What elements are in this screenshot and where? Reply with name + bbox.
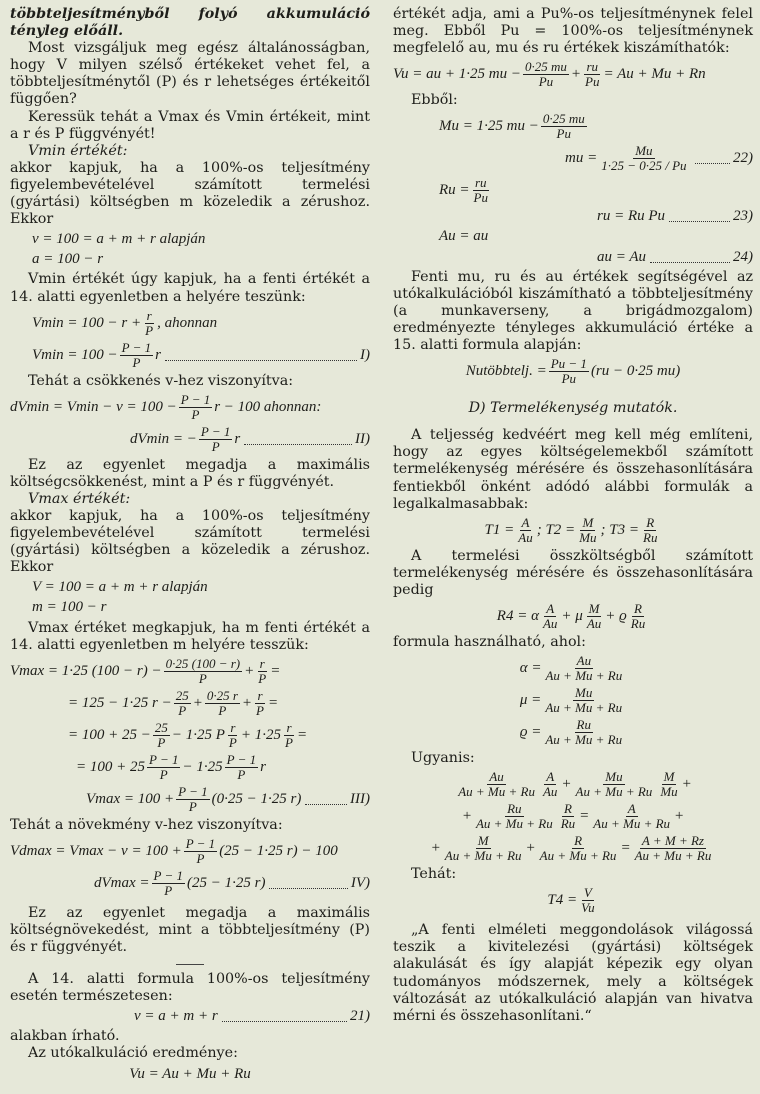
subheading-vmax: Vmax értékét:: [28, 490, 131, 507]
equation-number: IV): [350, 874, 370, 891]
equation-number: I): [360, 346, 370, 363]
equation: T1 = $\frac{A}{Au}$ ; T2 = $\frac{M}{Mu}$ ; T3 = $\frac{R}{Ru}$: [484, 514, 658, 545]
equation-numbered: v = a + m + r 21): [134, 1008, 370, 1025]
equation: v = 100 = a + m + r alapján: [32, 231, 206, 248]
fraction: $\frac{r}{P}$: [256, 687, 264, 718]
equation: m = 100 − r: [32, 599, 107, 616]
paragraph: Ez az egyenlet megadja a maximális költségnövekedést, mint a többteljesítmény (P) és r függvényét.: [10, 904, 370, 955]
equation: Vdmax = Vmax − v = 100 + $\frac{P - 1}{P}$ (25 − 1·25 r) − 100: [10, 835, 338, 866]
equation-numbered: mu = $\frac{Mu}{1\cdot 25 - 0\cdot 25 / Pu}$ 22): [565, 143, 753, 174]
fraction: $\frac{P - 1}{P}$: [185, 835, 216, 866]
equation-numbered: dVmax = $\frac{P - 1}{P}$ (25 − 1·25 r) IV): [94, 867, 370, 898]
paragraph: Tehát:: [411, 866, 457, 883]
right-column: [393, 6, 753, 1025]
fraction: $\frac{r}{P}$: [258, 655, 267, 686]
equation: α = $\frac{Au}{Au + Mu + Ru}$: [519, 653, 623, 684]
equation-numbered: Vmin = 100 − $\frac{P - 1}{P}$ r I): [32, 339, 370, 370]
equation: μ = $\frac{Mu}{Au + Mu + Ru}$: [519, 685, 623, 716]
equation-number: II): [355, 430, 370, 447]
equation-number: 21): [350, 1008, 370, 1025]
fraction: $\frac{R}{Ru}$: [643, 514, 658, 545]
fraction: $\frac{A + M + Rz}{Au + Mu + Ru}$: [634, 833, 712, 864]
equation: R4 = α $\frac{A}{Au}$ + μ $\frac{M}{Au}$ + ϱ $\frac{R}{Ru}$: [496, 600, 646, 631]
paragraph: Keressük tehát a Vmax és Vmin értékeit, mint a r és P függvényét!: [10, 108, 370, 142]
equation-numbered: au = Au 24): [597, 248, 753, 265]
equation: T4 = $\frac{V}{Vu}$: [547, 885, 595, 916]
paragraph: A teljesség kedvéért meg kell még említeni, hogy az egyes költségelemekből számított termelékenység mérésére és összehasonlítására fentiekből önként adódó alábbi formulák a legalkalmasabbak:: [393, 427, 753, 512]
fraction: $\frac{A}{Au}$: [542, 600, 558, 631]
equation: Mu = 1·25 mu − $\frac{0\cdot 25 mu}{Pu}$: [439, 111, 585, 142]
equation-numbered: ru = Ru Pu 23): [597, 208, 753, 225]
fraction: $\frac{R}{Ru}$: [560, 801, 576, 832]
paragraph: A 14. alatti formula 100%-os teljesítmény esetén természetesen:: [10, 971, 370, 1005]
fraction: $\frac{Pu - 1}{Pu}$: [550, 356, 587, 387]
paragraph: A termelési összköltségből számított termelékenység mérésére és összehasonlítására pedig: [393, 547, 753, 598]
equation: Vmin = 100 − r + $\frac{r}{P}$ , ahonnan: [32, 307, 218, 338]
equation: = 100 + 25 $\frac{P - 1}{P}$ − 1·25 $\frac{P - 1}{P}$ r: [76, 751, 266, 782]
fraction: $\frac{A}{Au}$: [518, 514, 533, 545]
fraction: $\frac{P - 1}{P}$: [121, 339, 152, 370]
fraction: $\frac{25}{P}$: [175, 687, 189, 718]
fraction: $\frac{ru}{Pu}$: [473, 175, 488, 206]
paragraph: Fenti mu, ru és au értékek segítségével az utókalkulációból kiszámítható a többteljesítmény (a munkaverseny, a brigádmozgalom) eredményezte tényleges akkumuláció értéke a 15. alatti formula alapján:: [393, 268, 753, 354]
fraction: $\frac{P - 1}{P}$: [226, 751, 257, 782]
fraction: $\frac{V}{Vu}$: [581, 885, 595, 916]
fraction: $\frac{ru}{Pu}$: [585, 59, 600, 90]
fraction: $\frac{M}{Au}$: [586, 600, 602, 631]
divider: [176, 964, 204, 965]
equation: ϱ = $\frac{Ru}{Au + Mu + Ru}$: [519, 717, 623, 748]
closing-quote: „A fenti elméleti meggondolások világossá teszik a kivitelezési (gyártási) költségek alakulását és így alapját képezik egy olyan tudományos módszernek, mely a költségek változását az utókalkuláció alapján van hivatva mérni és összehasonlítani.“: [393, 922, 753, 1024]
paragraph: Most vizsgáljuk meg egész általánosságban, hogy V milyen szélső értékeket vehet fel, a többteljesítménytől (P) és r lehetséges értékeitől függően?: [10, 40, 370, 108]
equation-number: III): [350, 790, 370, 807]
paragraph: értékét adja, ami a Pu%-os teljesítménynek felel meg. Ebből Pu = 100%-os teljesítménynek megfelelő au, mu és ru értékek kiszámíthatók:: [393, 6, 753, 57]
fraction: $\frac{P - 1}{P}$: [149, 751, 179, 782]
fraction: $\frac{0\cdot 25 r}{P}$: [206, 687, 238, 718]
equation: Ru = $\frac{ru}{Pu}$: [439, 175, 488, 206]
fraction: $\frac{r}{P}$: [285, 719, 293, 750]
fraction: $\frac{Ru}{Au + Mu + Ru}$: [545, 717, 623, 748]
fraction: $\frac{A}{Au}$: [542, 769, 558, 800]
paragraph: Az utókalkuláció eredménye:: [28, 1045, 238, 1062]
left-column: [10, 6, 370, 1086]
equation: Vu = au + 1·25 mu − $\frac{0\cdot 25 mu}{Pu}$ + $\frac{ru}{Pu}$ = Au + Mu + Rn: [393, 59, 706, 90]
paragraph: Vmin értékét úgy kapjuk, ha a fenti értékét a 14. alatti egyenletben a helyére teszünk:: [10, 271, 370, 305]
fraction: $\frac{Au}{Au + Mu + Ru}$: [458, 769, 535, 800]
equation: Au = au: [439, 228, 489, 245]
subheading-vmin: Vmin értékét:: [28, 142, 128, 159]
fraction: $\frac{r}{P}$: [228, 719, 237, 750]
fraction: $\frac{P - 1}{P}$: [178, 783, 208, 814]
equation: + $\frac{Ru}{Au + Mu + Ru}$ $\frac{R}{Ru}$ = $\frac{A}{Au + Mu + Ru}$ +: [461, 801, 685, 832]
intro-text: többteljesítményből folyó akkumuláció tényleg előáll.: [10, 6, 370, 40]
equation: Nutöbbtelj. = $\frac{Pu - 1}{Pu}$ (ru − 0·25 mu): [465, 356, 681, 387]
fraction: $\frac{Au}{Au + Mu + Ru}$: [545, 653, 623, 684]
paragraph: Tehát a csökkenés v-hez viszonyítva:: [28, 372, 294, 389]
equation-number: 24): [733, 248, 753, 265]
equation: dVmin = Vmin − v = 100 − $\frac{P - 1}{P}$ r − 100 ahonnan:: [10, 391, 322, 422]
fraction: $\frac{M}{Au + Mu + Ru}$: [444, 833, 522, 864]
equation: V = 100 = a + m + r alapján: [32, 579, 208, 596]
equation-numbered: dVmin = − $\frac{P - 1}{P}$ r II): [130, 423, 370, 454]
fraction: $\frac{Mu}{1\cdot 25 - 0\cdot 25 / Pu}$: [601, 143, 687, 174]
equation-numbered: Vmax = 100 + $\frac{P - 1}{P}$ (0·25 − 1·25 r) III): [86, 783, 370, 814]
fraction: $\frac{M}{Mu}$: [579, 514, 597, 545]
equation-number: 22): [733, 150, 753, 167]
fraction: $\frac{Mu}{Au + Mu + Ru}$: [545, 685, 623, 716]
paragraph: alakban írható.: [10, 1028, 120, 1045]
fraction: $\frac{Mu}{Au + Mu + Ru}$: [575, 769, 653, 800]
equation: + $\frac{M}{Au + Mu + Ru}$ + $\frac{R}{Au + Mu + Ru}$ = $\frac{A + M + Rz}{Au + Mu + Ru}$: [430, 833, 712, 864]
fraction: $\frac{M}{Mu}$: [660, 769, 678, 800]
paragraph: akkor kapjuk, ha a 100%-os teljesítmény figyelembevételével számított termelési (gyártási) költségben a közeledik a zérushoz. Ekkor: [10, 507, 370, 576]
fraction: $\frac{0\cdot 25 mu}{Pu}$: [525, 59, 567, 90]
equation: $\frac{Au}{Au + Mu + Ru}$ $\frac{A}{Au}$ + $\frac{Mu}{Au + Mu + Ru}$ $\frac{M}{Mu}$ +: [458, 769, 692, 800]
paragraph: Vmax értéket megkapjuk, ha m fenti értékét a 14. alatti egyenletben m helyére tesszük:: [10, 619, 370, 653]
equation: Vmax = 1·25 (100 − r) − $\frac{0\cdot 25 (100 - r)}{P}$ + $\frac{r}{P}$ =: [10, 655, 281, 686]
fraction: $\frac{25}{P}$: [154, 719, 168, 750]
equation-number: 23): [733, 208, 753, 225]
fraction: $\frac{P - 1}{P}$: [153, 867, 184, 898]
paragraph: akkor kapjuk, ha a 100%-os teljesítmény figyelembevételével számított termelési (gyártási) költségben m közeledik a zérushoz. Ekkor: [10, 159, 370, 228]
fraction: $\frac{R}{Au + Mu + Ru}$: [539, 833, 617, 864]
paragraph: Ebből:: [411, 92, 458, 109]
paragraph: Ez az egyenlet megadja a maximális költségcsökkenést, mint a P és r függvényét.: [10, 456, 370, 490]
fraction: $\frac{0\cdot 25 mu}{Pu}$: [542, 111, 585, 142]
equation: = 100 + 25 − $\frac{25}{P}$ − 1·25 P $\frac{r}{P}$ + 1·25 $\frac{r}{P}$ =: [68, 719, 308, 750]
paragraph: Tehát a növekmény v-hez viszonyítva:: [10, 816, 283, 833]
fraction: $\frac{P - 1}{P}$: [180, 391, 211, 422]
fraction: $\frac{Ru}{Au + Mu + Ru}$: [475, 801, 553, 832]
equation: Vu = Au + Mu + Ru: [129, 1065, 251, 1082]
equation: a = 100 − r: [32, 251, 104, 268]
paragraph: Ugyanis:: [411, 750, 475, 767]
fraction: $\frac{R}{Ru}$: [630, 600, 646, 631]
section-heading: D) Termelékenység mutatók.: [468, 400, 678, 417]
paragraph: formula használható, ahol:: [393, 633, 586, 650]
fraction: $\frac{r}{P}$: [145, 307, 154, 338]
equation: = 125 − 1·25 r − $\frac{25}{P}$ + $\frac{0\cdot 25 r}{P}$ + $\frac{r}{P}$ =: [68, 687, 279, 718]
fraction: $\frac{0\cdot 25 (100 - r)}{P}$: [165, 655, 241, 686]
fraction: $\frac{A}{Au + Mu + Ru}$: [593, 801, 671, 832]
fraction: $\frac{P - 1}{P}$: [200, 423, 231, 454]
